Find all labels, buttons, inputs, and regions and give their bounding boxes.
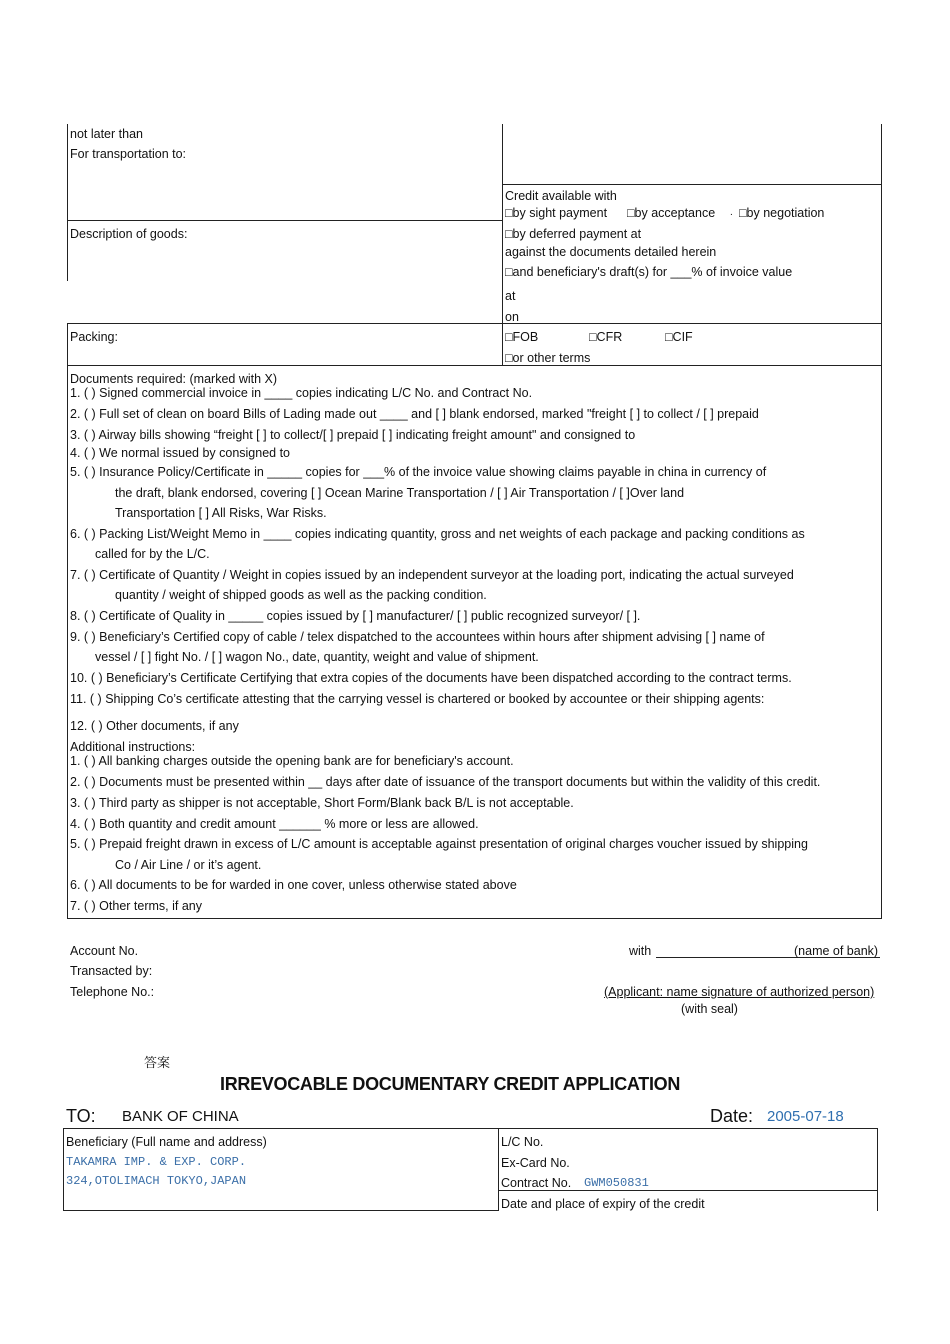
instruction-line: 6. ( ) All documents to be for warded in one cover, unless otherwise stated above (70, 878, 517, 892)
bank-name: BANK OF CHINA (122, 1108, 239, 1125)
instruction-line: 3. ( ) Third party as shipper is not acceptable, Short Form/Blank back B/L is not acceptable. (70, 796, 574, 810)
at-label: at (505, 289, 516, 303)
document-line: 4. ( ) We normal issued by consigned to (70, 446, 291, 460)
instruction-line: 2. ( ) Documents must be presented within __ days after date of issuance of the transport documents but within the validity of this credit. (70, 775, 821, 789)
instruction-line: 1. ( ) All banking charges outside the opening bank are for beneficiary's account. (70, 754, 514, 768)
form-mid-divider (502, 124, 503, 366)
document-line-cont: quantity / weight of shipped goods as well as the packing condition. (115, 588, 487, 602)
answer-table-right (877, 1128, 878, 1211)
applicant-signature-caption: (Applicant: name signature of authorized person) (604, 985, 875, 999)
document-line-cont: called for by the L/C. (95, 547, 210, 561)
additional-instructions-header: Additional instructions: (70, 740, 196, 754)
contract-no-value: GWM050831 (584, 1176, 649, 1190)
document-line: 8. ( ) Certificate of Quality in _____ copies issued by [ ] manufacturer/ [ ] public recognized surveyor/ [ ]. (70, 609, 641, 623)
document-line: 10. ( ) Beneficiary’s Certificate Certifying that extra copies of the documents have been dispatched according to the contract terms. (70, 671, 792, 685)
form-right-border (881, 124, 882, 919)
document-line: 7. ( ) Certificate of Quantity / Weight in copies issued by an independent surveyor at the loading port, indicating the actual surveyed (70, 568, 794, 582)
stray-dot-mark: . (730, 207, 733, 218)
ex-card-no-label: Ex-Card No. (501, 1156, 570, 1170)
answer-table-bottom-left (63, 1210, 499, 1211)
document-line: 12. ( ) Other documents, if any (70, 719, 239, 733)
expiry-label: Date and place of expiry of the credit (501, 1197, 705, 1211)
on-label: on (505, 310, 519, 324)
beneficiary-name: TAKAMRA IMP. & EXP. CORP. (66, 1155, 247, 1169)
documents-required-header: Documents required: (marked with X) (70, 372, 278, 386)
divider-documents (67, 365, 882, 366)
not-later-than-label: not later than (70, 127, 143, 141)
other-terms-option[interactable]: □or other terms (505, 351, 591, 365)
form-left-border-packing (67, 323, 68, 919)
to-label: TO: (66, 1106, 96, 1126)
beneficiary-label: Beneficiary (Full name and address) (66, 1135, 267, 1149)
cif-option[interactable]: □CIF (665, 330, 693, 344)
lc-no-label: L/C No. (501, 1135, 544, 1149)
description-of-goods-label: Description of goods: (70, 227, 188, 241)
account-no-label: Account No. (70, 944, 139, 958)
transacted-by-label: Transacted by: (70, 964, 153, 978)
form-bottom-border (67, 918, 882, 919)
cfr-option[interactable]: □CFR (589, 330, 623, 344)
form-title: IRREVOCABLE DOCUMENTARY CREDIT APPLICATION (220, 1074, 681, 1094)
contract-no-label: Contract No. (501, 1176, 572, 1190)
by-sight-payment-option[interactable]: □by sight payment (505, 206, 608, 220)
date-label: Date: (710, 1106, 754, 1126)
instruction-line: 7. ( ) Other terms, if any (70, 899, 202, 913)
beneficiary-draft-option[interactable]: □and beneficiary's draft(s) for ___% of invoice value (505, 265, 793, 279)
answer-table-mid (498, 1128, 499, 1211)
fob-option[interactable]: □FOB (505, 330, 539, 344)
divider-packing (67, 323, 882, 324)
by-negotiation-option[interactable]: □by negotiation (739, 206, 825, 220)
document-line: 9. ( ) Beneficiary’s Certified copy of cable / telex dispatched to the accountees within hours after shipment advising [ ] name of (70, 630, 765, 644)
transportation-to-label: For transportation to: (70, 147, 187, 161)
document-line: 11. ( ) Shipping Co’s certificate attesting that the carrying vessel is chartered or booked by accountee or their shipping agents: (70, 692, 765, 706)
by-acceptance-option[interactable]: □by acceptance (627, 206, 716, 220)
answer-divider-expiry (498, 1190, 878, 1191)
instruction-line-cont: Co / Air Line / or it’s agent. (115, 858, 262, 872)
date-value: 2005-07-18 (767, 1108, 844, 1125)
divider-description (67, 220, 503, 221)
document-line: 2. ( ) Full set of clean on board Bills of Lading made out ____ and [ ] blank endorsed, marked "freight [ ] to collect / [ ] prepaid (70, 407, 759, 421)
with-seal-caption: (with seal) (681, 1002, 738, 1016)
telephone-label: Telephone No.: (70, 985, 155, 999)
instruction-line: 5. ( ) Prepaid freight drawn in excess of L/C amount is acceptable against presentation of original charges voucher issued by shipping (70, 837, 808, 851)
document-line-cont: the draft, blank endorsed, covering [ ] Ocean Marine Transportation / [ ] Air Transportation / [ ]Over land (115, 486, 685, 500)
beneficiary-address: 324,OTOLIMACH TOKYO,JAPAN (66, 1174, 247, 1188)
document-line: 6. ( ) Packing List/Weight Memo in ____ copies indicating quantity, gross and net weights of each package and packing conditions as (70, 527, 805, 541)
instruction-line: 4. ( ) Both quantity and credit amount ______ % more or less are allowed. (70, 817, 479, 831)
document-line-cont: vessel / [ ] fight No. / [ ] wagon No., date, quantity, weight and value of shipment. (95, 650, 539, 664)
document-line: 5. ( ) Insurance Policy/Certificate in _____ copies for ___% of the invoice value showing claims payable in china in currency of (70, 465, 767, 479)
name-of-bank-caption: (name of bank) (794, 944, 879, 958)
document-line: 1. ( ) Signed commercial invoice in ____ copies indicating L/C No. and Contract No. (70, 386, 533, 400)
by-deferred-payment-option[interactable]: □by deferred payment at (505, 227, 642, 241)
document-line-cont: Transportation [ ] All Risks, War Risks. (115, 506, 327, 520)
answer-table-top (63, 1128, 878, 1129)
against-documents-text: against the documents detailed herein (505, 245, 717, 259)
document-line: 3. ( ) Airway bills showing “freight [ ] to collect/[ ] prepaid [ ] indicating freight amount" and consigned to (70, 428, 636, 442)
answer-table-left (63, 1128, 64, 1211)
packing-label: Packing: (70, 330, 118, 344)
form-left-border-top (67, 124, 68, 281)
with-label: with (629, 944, 652, 958)
divider-credit (502, 184, 882, 185)
answer-label: 答案 (144, 1056, 171, 1071)
credit-available-label: Credit available with (505, 189, 617, 203)
